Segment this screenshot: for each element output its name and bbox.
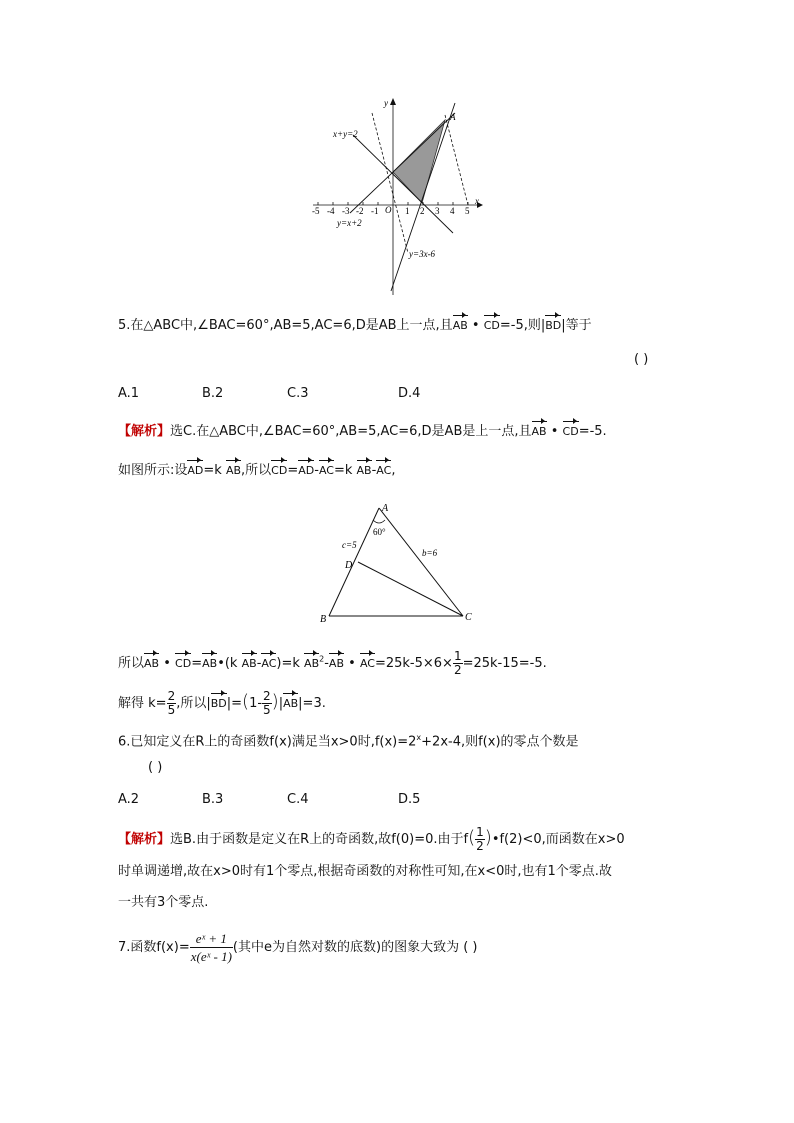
side-ac — [379, 508, 463, 616]
vector-bd: BD — [210, 697, 227, 710]
fraction-denominator: 5 — [167, 703, 176, 717]
vector-ab: AB — [531, 425, 547, 438]
tick-label: 4 — [450, 206, 455, 216]
linear-programming-figure — [305, 95, 495, 300]
vector-cd: CD — [562, 425, 579, 438]
analysis-text: =25k-5×6× — [374, 656, 453, 671]
analysis-text: 解得 k= — [118, 696, 167, 711]
fraction-one-half — [453, 650, 463, 677]
side-b-label: b=6 — [422, 548, 438, 558]
vector-cd: CD — [483, 319, 500, 332]
q6-option-b: B.3 — [202, 792, 224, 807]
analysis-text: =k — [203, 463, 222, 478]
tick-label: -2 — [356, 206, 364, 216]
question-6-stem — [118, 730, 579, 750]
vector-ad: AD — [298, 464, 315, 477]
q6-option-a: A.2 — [118, 792, 140, 807]
line-y-3x-minus-6 — [391, 103, 455, 291]
vertex-b-label: B — [320, 614, 327, 625]
q6-stem-text: 6.已知定义在R上的奇函数f(x)满足当x>0时,f(x)=2 — [118, 734, 417, 750]
right-paren: ) — [484, 827, 492, 848]
tick-label: -5 — [312, 206, 320, 216]
x-axis-label: x — [475, 196, 479, 206]
fraction-numerator: 2 — [263, 689, 271, 703]
vector-ab: AB — [225, 464, 242, 477]
abs-bar: | — [278, 696, 284, 711]
line-x-plus-y-2 — [353, 135, 453, 233]
left-paren: ( — [468, 827, 476, 848]
vector-bd: BD — [545, 319, 562, 332]
vector-ab: AB — [241, 657, 257, 670]
square-exponent: 2 — [319, 654, 325, 664]
vector-ab: AB — [356, 464, 372, 477]
fraction-two-fifths — [167, 690, 177, 717]
y-axis-label: y — [384, 98, 388, 108]
dot-operator: • — [163, 656, 171, 671]
vector-ad: AD — [187, 464, 204, 477]
q6-analysis-line2: 时单调递增,故在x>0时有1个零点,根据奇函数的对称性可知,在x<0时,也有1个零点.故 — [118, 864, 612, 879]
analysis-text: ,所以| — [176, 696, 211, 711]
y-axis-arrow — [390, 98, 396, 105]
vector-ab: AB — [202, 657, 218, 670]
fraction-denominator: 2 — [476, 839, 484, 853]
q5-stem-post: |等于 — [561, 318, 592, 333]
analysis-text: )=k — [276, 656, 300, 671]
dot-operator: • — [471, 318, 480, 333]
vertex-a-label: A — [382, 503, 389, 514]
minus: - — [256, 656, 262, 671]
question-7-stem — [118, 930, 478, 965]
analysis-tag: 【解析】 — [118, 424, 171, 439]
line1-label: x+y=2 — [333, 129, 358, 139]
q6-option-d: D.5 — [398, 792, 421, 807]
q5-option-d: D.4 — [398, 386, 421, 401]
point-d-label: D — [345, 560, 353, 571]
angle-label: 60° — [373, 527, 386, 537]
tick-label: -3 — [342, 206, 350, 216]
tick-label: 2 — [420, 206, 425, 216]
origin-label: O — [385, 205, 392, 215]
q5-analysis-line2: 如图所示:设AD=k AB,所以CD=AD-AC=k AB-AC, — [118, 463, 396, 478]
q5-stem-text: 5.在△ABC中,∠BAC=60°,AB=5,AC=6,D是AB上一点,且 — [118, 318, 453, 333]
tick-label: 3 — [435, 206, 440, 216]
tick-label: -1 — [371, 206, 379, 216]
analysis-text: ,所以 — [241, 463, 272, 478]
vector-ab: AB — [452, 319, 468, 332]
vector-ac: AC — [318, 464, 334, 477]
line-y-x-plus-2 — [350, 113, 455, 213]
point-a-label: A — [450, 112, 456, 122]
dot-operator: • — [550, 424, 559, 439]
vector-ab: AB — [304, 657, 320, 670]
analysis-text: 1- — [249, 696, 263, 711]
minus: - — [314, 463, 319, 478]
q6-analysis-line3: 一共有3个零点. — [118, 895, 209, 910]
fraction-one-half — [475, 826, 485, 853]
left-paren: ( — [242, 691, 250, 712]
vector-ab: AB — [283, 697, 299, 710]
tick-label: -4 — [327, 206, 335, 216]
q5-option-b: B.2 — [202, 386, 224, 401]
q5-analysis-line3: 所以AB • CD=AB•(k AB-AC)=k $AB^2-AB$ • AC=25k-5×6× $\frac{1}{2}$ =25k-15=-5. — [118, 649, 547, 677]
vector-ab: AB — [328, 657, 344, 670]
analysis-text: •f(2)<0,而函数在x>0 — [491, 832, 625, 847]
q5-analysis-line1 — [118, 424, 607, 440]
q6-analysis-line1 — [118, 826, 625, 853]
analysis-text: 选B.由于函数是定义在R上的奇函数,故f(0)=0.由于f — [170, 832, 469, 847]
analysis-tag: 【解析】 — [118, 832, 171, 847]
fraction-denominator: 2 — [453, 663, 462, 677]
vector-ac: AC — [376, 464, 392, 477]
analysis-text: 如图所示:设 — [118, 463, 188, 478]
function-fraction — [190, 930, 233, 965]
tick-label: 5 — [465, 206, 470, 216]
vector-ac: AC — [359, 657, 375, 670]
q6-answer-paren: ( ) — [148, 760, 163, 775]
q5-analysis-line4 — [118, 690, 326, 717]
analysis-text: 所以 — [118, 656, 145, 671]
analysis-text: |=3. — [298, 696, 326, 711]
right-paren: ) — [271, 691, 279, 712]
fraction-numerator: 1 — [453, 649, 462, 663]
side-c-label: c=5 — [342, 540, 357, 550]
minus: - — [324, 656, 329, 671]
angle-arc — [373, 520, 385, 523]
analysis-text: |= — [226, 696, 243, 711]
analysis-text: •(k — [217, 656, 238, 671]
dashed-line-right — [445, 115, 468, 205]
dot-operator: • — [348, 656, 356, 671]
analysis-text: 选C.在△ABC中,∠BAC=60°,AB=5,AC=6,D是AB是上一点,且 — [170, 424, 532, 439]
line3-label: y=3x-6 — [409, 249, 436, 259]
q6-option-c: C.4 — [287, 792, 309, 807]
vector-cd: CD — [175, 657, 192, 670]
fraction-two-fifths — [262, 690, 272, 717]
vector-ac: AC — [261, 657, 277, 670]
q5-option-a: A.1 — [118, 386, 140, 401]
fraction-numerator: 2 — [167, 689, 176, 703]
q5-answer-paren: ( ) — [634, 352, 649, 367]
q7-stem-text: 7.函数f(x)= — [118, 940, 190, 955]
line2-label: y=x+2 — [337, 218, 362, 228]
fraction-numerator: 1 — [476, 825, 484, 839]
vertex-c-label: C — [465, 612, 472, 623]
triangle-figure — [315, 498, 485, 628]
tick-label: 1 — [405, 206, 410, 216]
q7-answer-paren: ( ) — [463, 940, 478, 955]
fraction-denominator: 5 — [263, 703, 271, 717]
exponent: x — [416, 733, 422, 742]
vector-ab: AB — [144, 657, 160, 670]
q6-stem-text: +2x-4,则f(x)的零点个数是 — [421, 734, 579, 750]
fraction-denominator: x(eˣ - 1) — [190, 949, 232, 964]
shaded-region — [393, 120, 445, 203]
vector-cd: CD — [271, 464, 288, 477]
analysis-text: =25k-15=-5. — [462, 656, 547, 671]
fraction-numerator: eˣ + 1 — [195, 931, 227, 946]
analysis-text: =-5. — [578, 424, 607, 439]
segment-cd — [358, 562, 463, 616]
comma: , — [391, 463, 396, 478]
q5-stem-mid: =-5,则| — [499, 318, 546, 333]
question-5-stem — [118, 318, 592, 334]
side-ab — [329, 508, 379, 616]
q5-option-c: C.3 — [287, 386, 309, 401]
minus: - — [371, 463, 377, 478]
q7-stem-text: (其中e为自然对数的底数)的图象大致为 — [232, 940, 460, 955]
